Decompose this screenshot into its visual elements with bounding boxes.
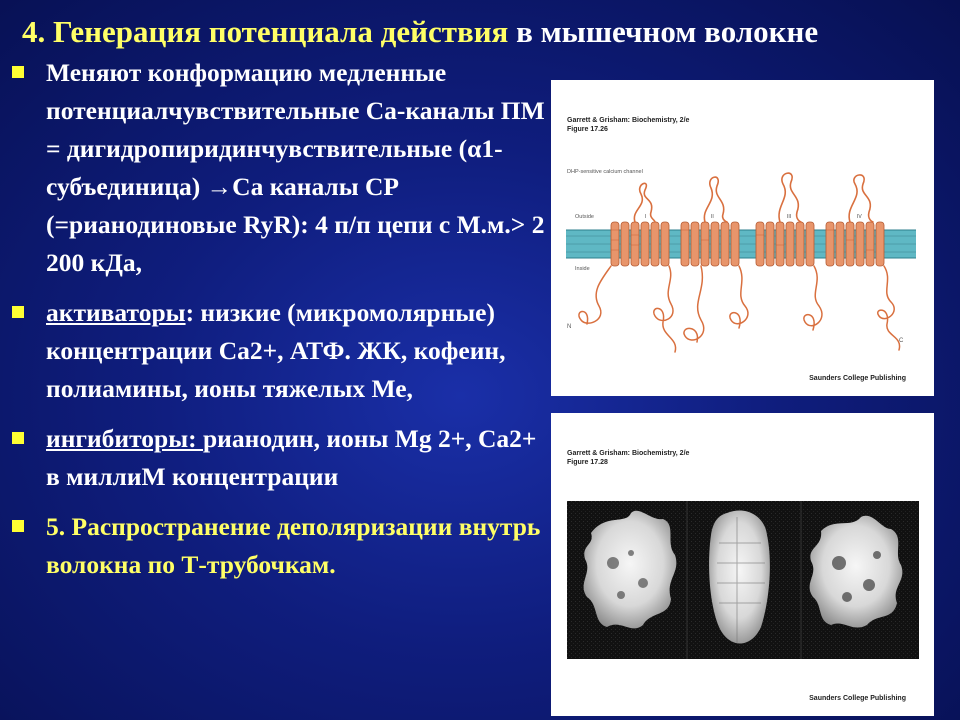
- svg-text:II: II: [711, 214, 714, 220]
- alpha-symbol: α: [467, 134, 482, 163]
- figure2-caption: Garrett & Grisham: Biochemistry, 2/e Figure 17.28: [567, 450, 690, 466]
- extracellular-loops: [634, 173, 873, 222]
- channel-diagram: [551, 80, 934, 396]
- title-highlight: 4. Генерация потенциала действия: [22, 14, 509, 49]
- em-reconstruction-image: [551, 413, 934, 716]
- intracellular-loops: [579, 266, 900, 352]
- svg-text:Outside: Outside: [575, 214, 594, 220]
- bullet-square-icon: [12, 306, 24, 318]
- figure1-caption: Garrett & Grisham: Biochemistry, 2/e Figure 17.26: [567, 117, 690, 133]
- bullet-item-propagation: 5. Распространение деполяризации внутрь волокна по Т-трубочкам.: [12, 508, 552, 584]
- bullet-square-icon: [12, 520, 24, 532]
- svg-text:IV: IV: [857, 214, 862, 220]
- activators-label: активаторы: [46, 298, 186, 327]
- inhibitors-label: ингибиторы:: [46, 424, 203, 453]
- svg-text:I: I: [645, 214, 647, 220]
- figure-ryanodine-receptor: [551, 413, 934, 716]
- svg-text:C: C: [899, 338, 904, 344]
- bullet-square-icon: [12, 432, 24, 444]
- figure-calcium-channel: [551, 80, 934, 396]
- bullet-square-icon: [12, 66, 24, 78]
- bullet-item-activators: активаторы: низкие (микромолярные) концентрации Са2+, АТФ. ЖК, кофеин, полиамины, ионы тяжелых Ме,: [12, 294, 552, 408]
- receptor-top-view-right: [810, 516, 903, 628]
- arrow-symbol: →: [206, 172, 233, 201]
- bullet-item-inhibitors: ингибиторы: рианодин, ионы Mg 2+, Са2+ в миллиМ концентрации: [12, 420, 552, 496]
- slide-title: [22, 14, 818, 50]
- svg-text:DHP-sensitive calcium channel: DHP-sensitive calcium channel: [567, 169, 643, 175]
- svg-text:N: N: [567, 324, 572, 330]
- receptor-side-view: [709, 510, 770, 643]
- receptor-top-view-left: [584, 511, 677, 629]
- svg-text:III: III: [787, 214, 792, 220]
- figure1-publisher: Saunders College Publishing: [809, 375, 906, 382]
- title-rest: в мышечном волокне: [508, 14, 819, 49]
- bullet-item-channels: Меняют конформацию медленные потенциалчувствительные Са-каналы ПМ = дигидропиридинчувствительные (α1-субъединица) →Са каналы СР (=рианодиновые RyR): 4 п/п цепи с М.м.> 2 200 кДа,: [12, 54, 552, 282]
- figure2-publisher: Saunders College Publishing: [809, 695, 906, 702]
- svg-text:Inside: Inside: [575, 266, 590, 272]
- bullet-list: [12, 54, 552, 596]
